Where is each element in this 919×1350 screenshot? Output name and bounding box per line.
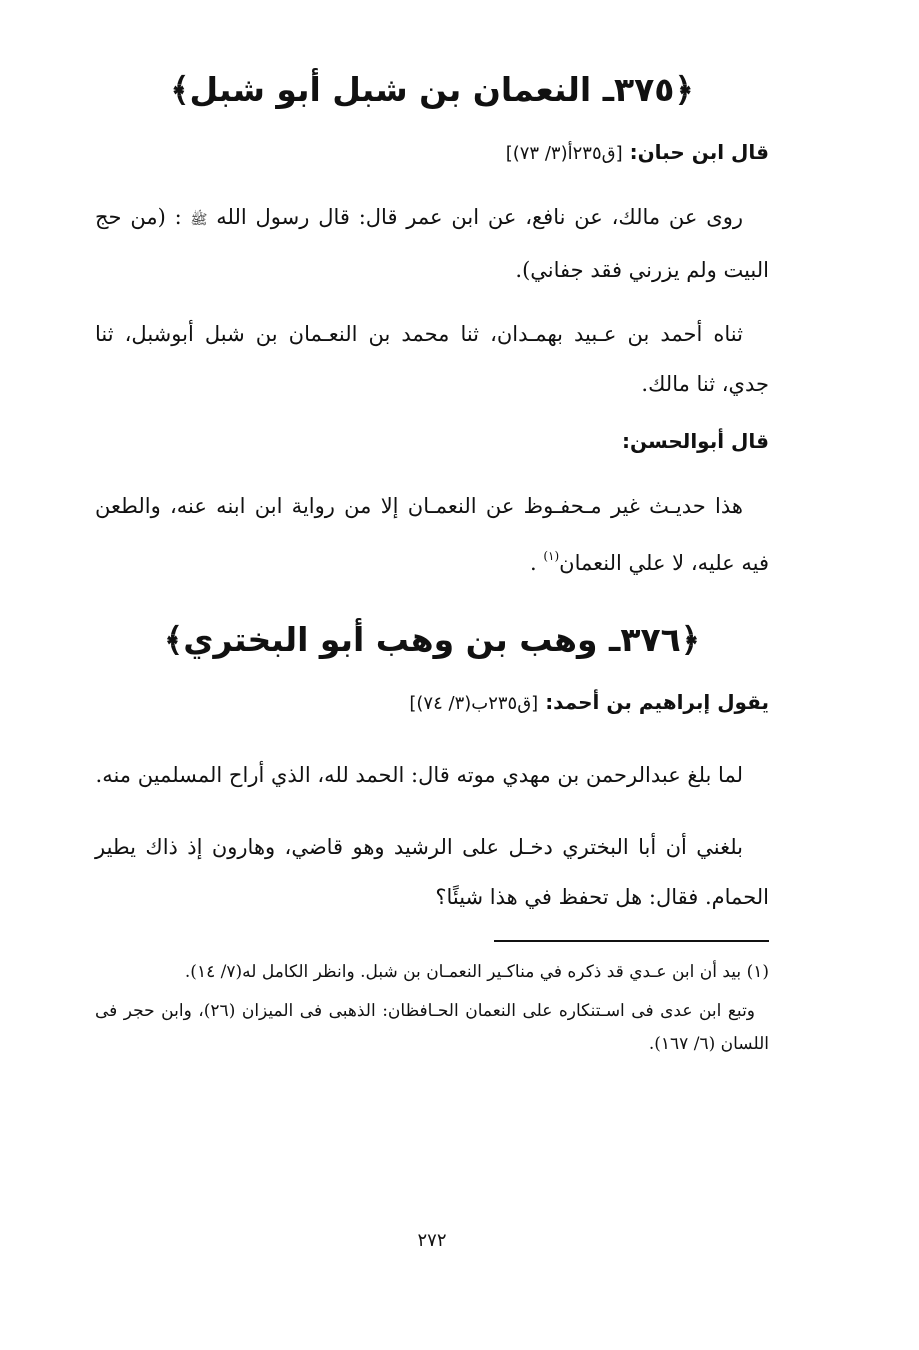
entry-376-source-ref: [ق٢٣٥ب(٣/ ٧٤)] — [409, 693, 539, 714]
entry-375-source-label: قال ابن حبان: — [629, 140, 769, 164]
footnote-separator-wrap — [95, 936, 769, 956]
salawat-glyph: ﷺ — [190, 212, 208, 228]
footnote-marker[interactable]: (١) — [543, 549, 560, 563]
page-number: ٢٧٢ — [417, 1230, 447, 1251]
entry-375-paragraph-1-text: روى عن مالك، عن نافع، عن ابن عمر قال: قال رسول الله — [216, 205, 743, 229]
entry-376-source — [95, 684, 769, 720]
entry-375-sub-paragraph-end: . — [529, 551, 544, 575]
entry-376-paragraph-2: بلغني أن أبا البختري دخـل على الرشيد وهو قاضي، وهارون إذ ذاك يطير الحمام. فقال: هل تحفظ في هذا شيئًا؟ — [95, 835, 769, 909]
entry-375-sub-paragraph — [95, 481, 769, 588]
entry-376-source-label: يقول إبراهيم بن أحمد: — [545, 690, 769, 714]
entry-375-paragraph-1 — [95, 192, 769, 295]
entry-376-title: ﴿٣٧٦ـ وهب بن وهب أبو البختري﴾ — [163, 620, 701, 659]
entry-375-paragraph-2: ثناه أحمد بن عـبيد بهمـدان، ثنا محمد بن النعـمان بن شبل أبوشبل، ثنا جدي، ثنا مالك. — [95, 322, 769, 396]
entry-375-title: ﴿٣٧٥ـ النعمان بن شبل أبو شبل﴾ — [170, 70, 694, 109]
footnote-1: (١) بيد أن ابن عـدي قد ذكره في مناكـير النعمـان بن شبل. وانظر الكامل له(٧/ ١٤). — [184, 962, 769, 982]
entry-375-sub-paragraph-text: هذا حديـث غير مـحفـوظ عن النعمـان إلا من رواية ابن ابنه عنه، والطعن فيه عليه، لا علي النعمان — [95, 494, 769, 575]
entry-375-source — [95, 134, 769, 170]
page — [95, 60, 769, 1350]
entry-375-paragraph-1-text-end: : (من حج البيت ولم يزرني فقد جفاني). — [95, 205, 769, 282]
entry-375-source-ref: [ق٢٣٥أ(٣/ ٧٣)] — [505, 143, 623, 164]
footnote-separator — [494, 940, 769, 942]
footnote-1-continuation: وتبع ابن عدى فى اسـتنكاره على النعمان الحـافظان: الذهبى فى الميزان (٢٦)، وابن حجر فى اللسان (٦/ ١٦٧). — [95, 1001, 769, 1054]
entry-375-sub-label: قال أبوالحسن: — [622, 429, 769, 453]
entry-376-paragraph-1: لما بلغ عبدالرحمن بن مهدي موته قال: الحمد لله، الذي أراح المسلمين منه. — [95, 763, 743, 787]
